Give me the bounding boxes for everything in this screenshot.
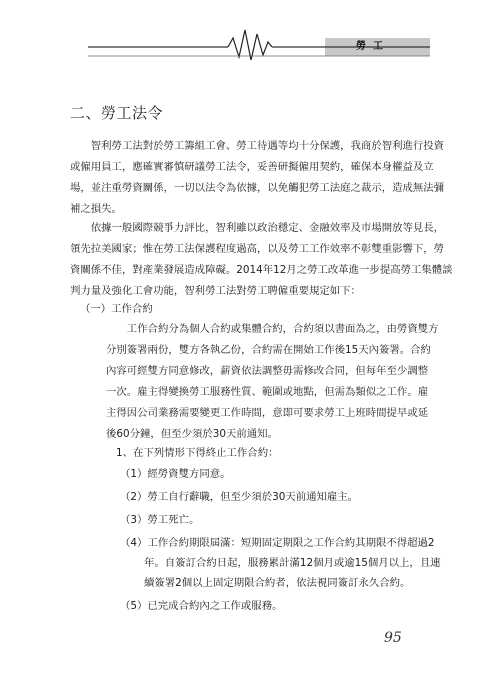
text-line: 後60分鐘，但至少須於30天前通知。 xyxy=(106,428,278,440)
list-item-text: （4）工作合約期限屆滿：短期固定期限之工作合約其期限不得超過2 xyxy=(120,537,435,549)
text-line: 資關係不佳，對產業發展造成障礙。2014年12月之勞工改革進一步提高勞工集體談 xyxy=(70,264,453,276)
text-line: 或僱用員工，應確實審慎研議勞工法令，妥善研擬僱用契約，確保本身權益及立 xyxy=(70,161,434,173)
text-line: 一次。雇主得變換勞工服務性質、範圍或地點，但需為類似之工作。雇 xyxy=(106,386,429,398)
list-item-text: （5）已完成合約內之工作或服務。 xyxy=(120,600,283,612)
contract-paragraph xyxy=(106,319,439,445)
page-header xyxy=(0,0,480,60)
text-line: 判力量及強化工會功能，智利勞工法對勞工聘僱重要規定如下： xyxy=(70,285,361,297)
text-line: 主得因公司業務需要變更工作時間，意即可要求勞工上班時間提早或延 xyxy=(106,407,429,419)
list-item xyxy=(120,487,420,507)
list-item xyxy=(120,464,420,484)
chapter-label: 勞工 xyxy=(356,41,390,52)
list-item xyxy=(120,596,420,616)
text-line: 場，並注重勞資關係，一切以法令為依據，以免觸犯勞工法庭之裁示，造成無法彌 xyxy=(70,182,445,194)
intro-paragraph xyxy=(70,136,445,220)
subsection-title: （一）工作合約 xyxy=(80,303,153,315)
text-line: 智利勞工法對於勞工籌組工會、勞工待遇等均十分保護，我商於智利進行投資 xyxy=(70,140,445,152)
list-item-text: （2）勞工自行辭職，但至少須於30天前通知雇主。 xyxy=(120,491,359,503)
list-item xyxy=(120,533,441,593)
text-line: 工作合約分為個人合約或集體合約，合約須以書面為之，由勞資雙方 xyxy=(106,323,439,335)
list-item-continuation: 續簽署2個以上固定期限合約者，依法視同簽訂永久合約。 xyxy=(144,577,411,589)
section-title: 二、勞工法令 xyxy=(70,104,164,122)
competitiveness-paragraph xyxy=(70,218,453,302)
list-item-continuation: 年。自簽訂合約日起，服務累計滿12個月或逾15個月以上，且連 xyxy=(144,557,441,569)
termination-list xyxy=(120,464,441,619)
text-line: 分別簽署兩份，雙方各執乙份，合約需在開始工作後15天內簽署。合約 xyxy=(106,344,431,356)
text-line: 補之損失。 xyxy=(70,203,122,215)
text-line: 領先拉美國家；惟在勞工法保護程度過高，以及勞工工作效率不彰雙重影響下，勞 xyxy=(70,243,445,255)
list-item xyxy=(120,510,420,530)
text-line: 依據一般國際競爭力評比，智利雖以政治穩定、金融效率及市場開放等見長， xyxy=(70,222,445,234)
list-item-text: （1）經勞資雙方同意。 xyxy=(120,468,231,480)
termination-heading: 1、在下列情形下得終止工作合約： xyxy=(116,447,279,459)
text-line: 內容可經雙方同意修改，薪資依法調整毋需修改合同，但每年至少調整 xyxy=(106,365,429,377)
page-number: 95 xyxy=(384,630,402,646)
list-item-text: （3）勞工死亡。 xyxy=(120,514,200,526)
